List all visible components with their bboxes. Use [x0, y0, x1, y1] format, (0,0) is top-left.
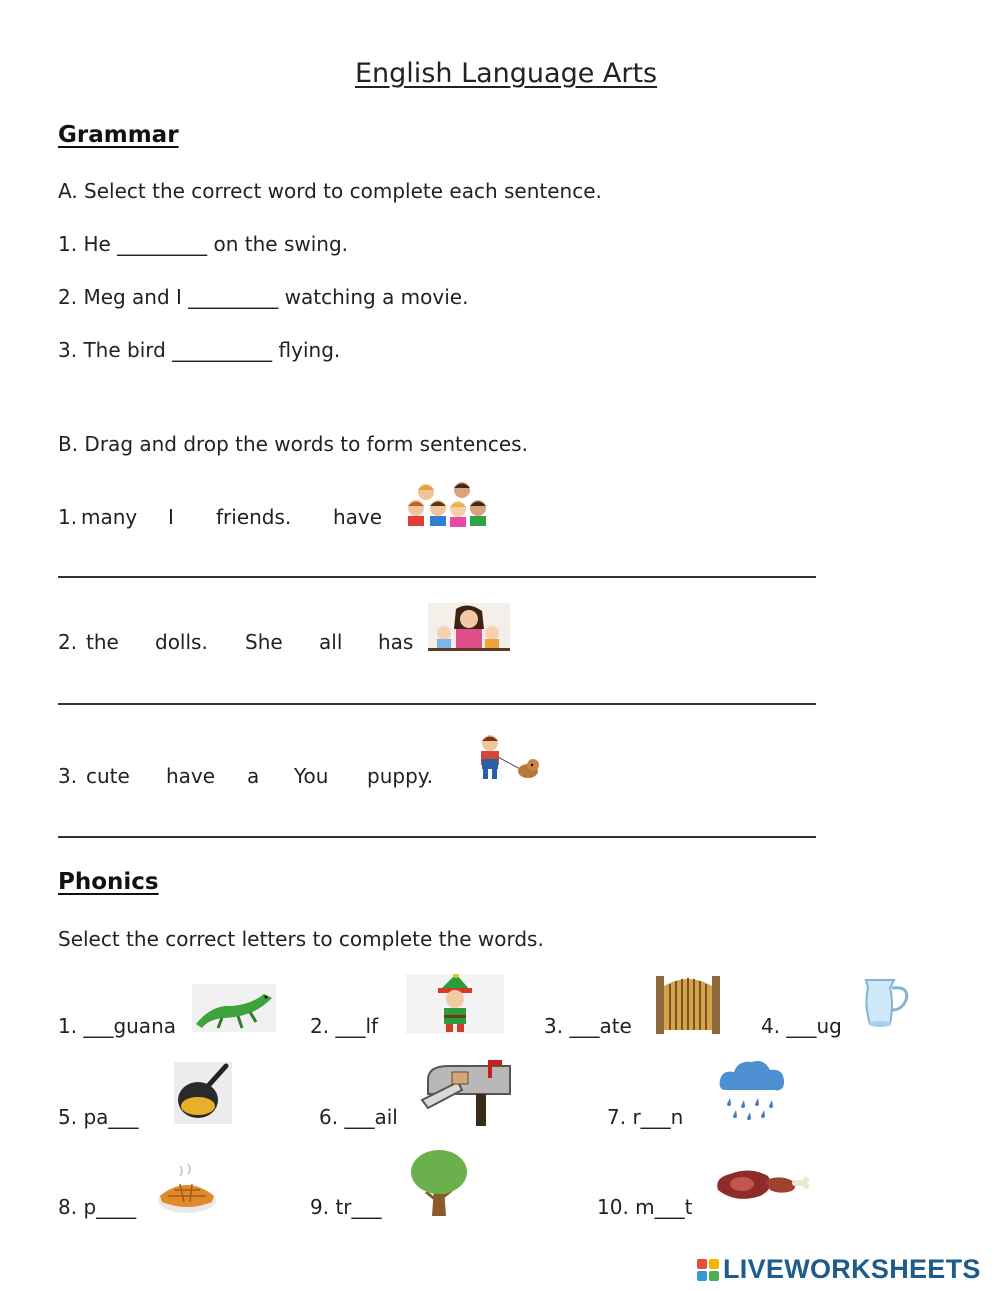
pie-picture [156, 1164, 218, 1218]
phonics-item[interactable]: 9. tr___ [310, 1195, 382, 1219]
phonics-heading: Phonics [58, 869, 159, 895]
phonics-item[interactable]: 4. ___ug [761, 1014, 842, 1038]
elf-picture [406, 974, 504, 1034]
pan-picture [174, 1062, 232, 1124]
answer-line[interactable] [58, 576, 816, 578]
phonics-item[interactable]: 6. ___ail [319, 1105, 398, 1129]
phonics-instruction: Select the correct letters to complete the words. [58, 927, 544, 951]
children-group-picture [404, 478, 492, 528]
mailbox-picture [418, 1060, 518, 1126]
word-tile[interactable]: dolls. [155, 630, 208, 654]
grammar-a-instruction: A. Select the correct word to complete each sentence. [58, 179, 602, 203]
tree-picture [408, 1148, 470, 1218]
logo-text: LIVEWORKSHEETS [723, 1254, 981, 1284]
phonics-item[interactable]: 10. m___t [597, 1195, 693, 1219]
grammar-a-item: 3. The bird __________ flying. [58, 338, 341, 362]
gate-picture [656, 972, 720, 1034]
word-tile[interactable]: a [247, 764, 260, 788]
word-tile[interactable]: have [333, 505, 383, 529]
word-tile[interactable]: the [86, 630, 119, 654]
grammar-a-item: 1. He _________ on the swing. [58, 232, 349, 256]
word-tile[interactable]: friends. [216, 505, 292, 529]
phonics-item[interactable]: 5. pa___ [58, 1105, 139, 1129]
word-tile[interactable]: have [166, 764, 216, 788]
iguana-picture [192, 984, 276, 1032]
word-tile[interactable]: has [378, 630, 414, 654]
meat-picture [712, 1160, 812, 1206]
jug-picture [858, 974, 914, 1030]
liveworksheets-logo [697, 1254, 981, 1285]
word-tile[interactable]: all [319, 630, 343, 654]
grammar-heading: Grammar [58, 122, 179, 148]
word-tile[interactable]: She [245, 630, 283, 654]
sentence-number: 1. [58, 505, 78, 529]
phonics-item[interactable]: 3. ___ate [544, 1014, 632, 1038]
rain-cloud-picture [716, 1056, 788, 1126]
word-tile[interactable]: cute [86, 764, 130, 788]
answer-line[interactable] [58, 836, 816, 838]
page-title: English Language Arts [355, 58, 658, 89]
grammar-a-item: 2. Meg and I _________ watching a movie. [58, 285, 469, 309]
word-tile[interactable]: You [294, 764, 329, 788]
sentence-number: 3. [58, 764, 78, 788]
phonics-item[interactable]: 1. ___guana [58, 1014, 176, 1038]
boy-with-puppy-picture [470, 733, 542, 781]
sentence-number: 2. [58, 630, 78, 654]
word-tile[interactable]: I [168, 505, 174, 529]
phonics-item[interactable]: 7. r___n [607, 1105, 684, 1129]
word-tile[interactable]: many [81, 505, 138, 529]
phonics-item[interactable]: 8. p____ [58, 1195, 137, 1219]
girl-with-dolls-picture [428, 603, 510, 651]
grammar-b-instruction: B. Drag and drop the words to form sentences. [58, 432, 528, 456]
answer-line[interactable] [58, 703, 816, 705]
logo-mark-icon [697, 1259, 719, 1281]
word-tile[interactable]: puppy. [367, 764, 434, 788]
phonics-item[interactable]: 2. ___lf [310, 1014, 379, 1038]
